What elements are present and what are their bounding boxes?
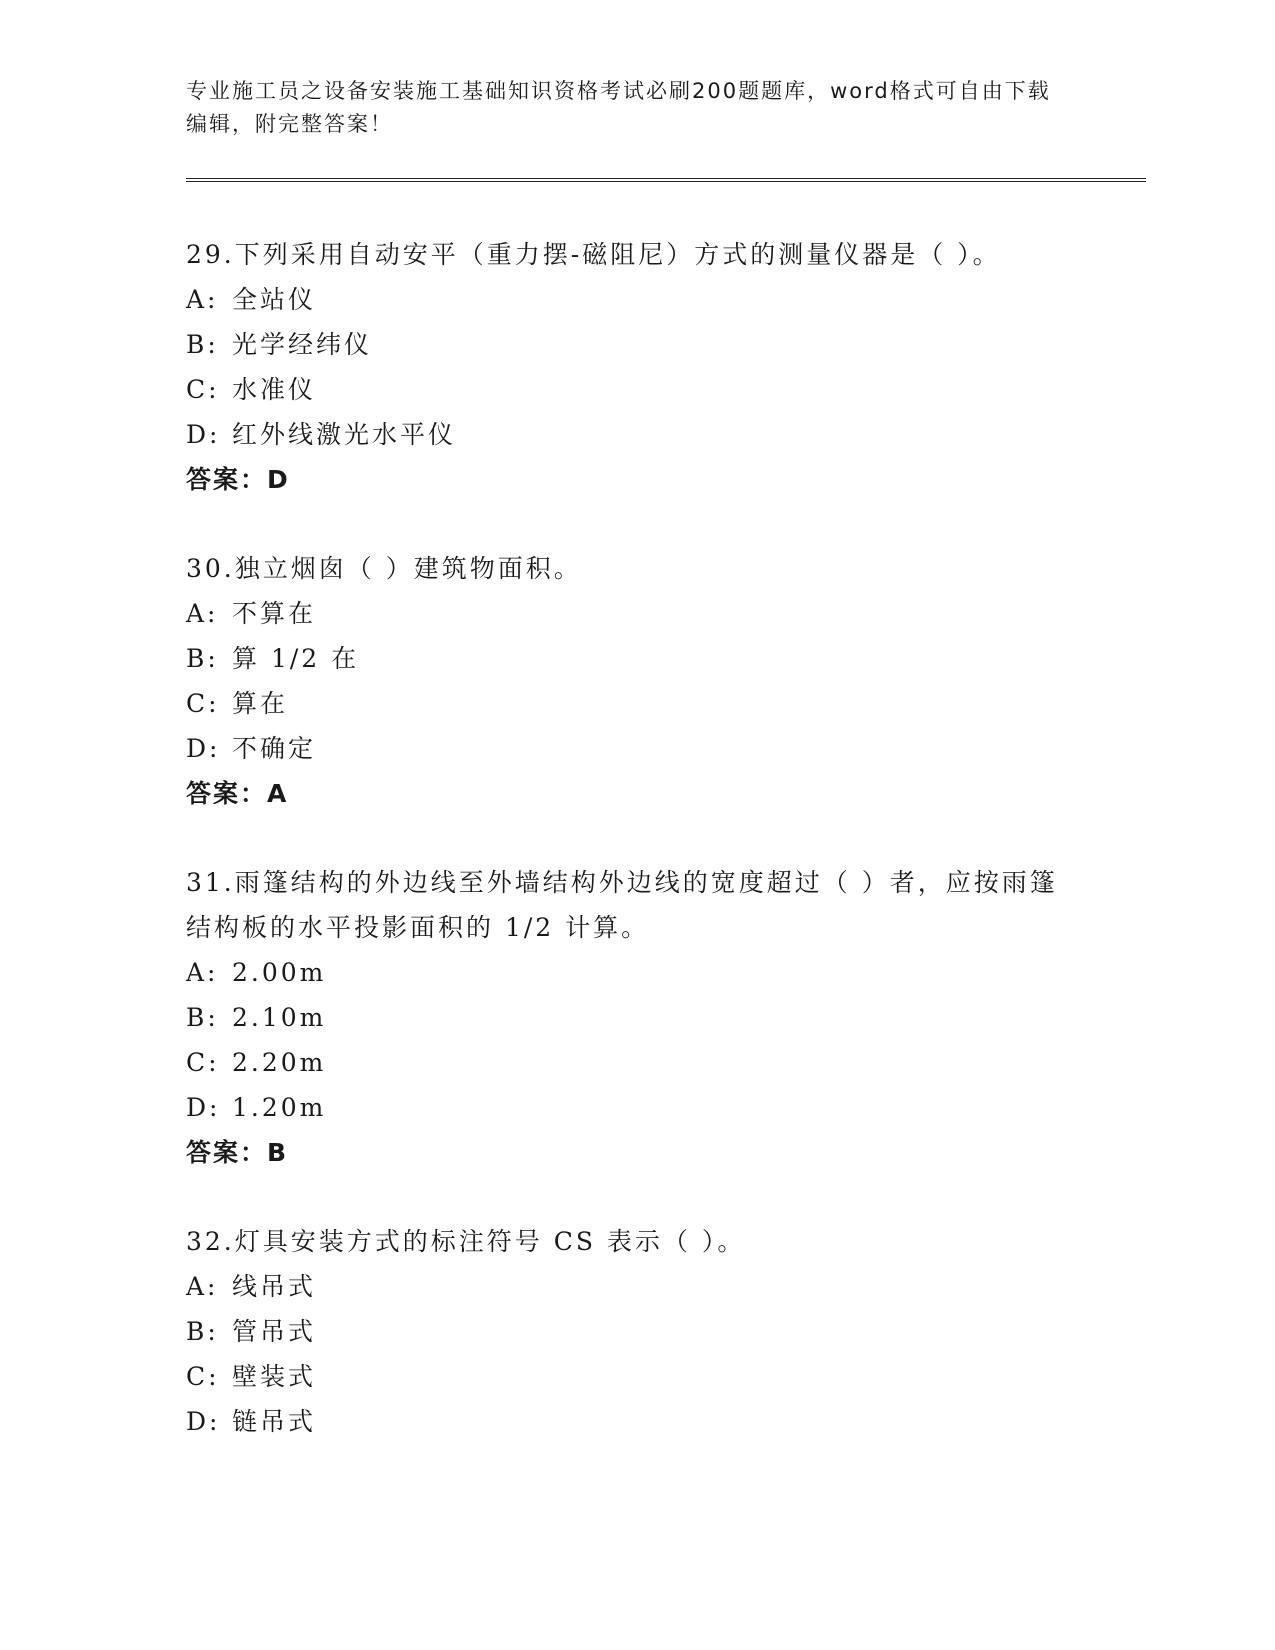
answer-label: 答案：D <box>186 465 290 494</box>
option-text: 2.20m <box>232 1048 327 1077</box>
question-text: 31.雨篷结构的外边线至外墙结构外边线的宽度超过（ ）者，应按雨篷结构板的水平投影面积的 1/2 计算。 <box>186 868 1058 942</box>
option-letter: B: <box>186 1003 219 1032</box>
option-letter: B: <box>186 644 219 673</box>
option-b <box>186 995 1066 1040</box>
option-text: 水准仪 <box>232 375 317 404</box>
answer-label: 答案：A <box>186 779 289 808</box>
option-d <box>186 412 1066 457</box>
option-text: 壁装式 <box>232 1362 317 1391</box>
question-30 <box>186 546 1066 816</box>
option-c <box>186 1354 1066 1399</box>
option-letter: C: <box>186 375 220 404</box>
option-a <box>186 591 1066 636</box>
question-31 <box>186 860 1066 1175</box>
question-text: 30.独立烟囱（ ）建筑物面积。 <box>186 554 582 583</box>
option-c <box>186 681 1066 726</box>
option-b <box>186 322 1066 367</box>
option-d <box>186 1399 1066 1444</box>
option-b <box>186 1309 1066 1354</box>
option-letter: A: <box>186 958 219 987</box>
header-divider <box>186 178 1146 182</box>
option-text: 全站仪 <box>232 285 317 314</box>
option-letter: D: <box>186 420 221 449</box>
option-text: 算在 <box>232 689 289 718</box>
option-letter: A: <box>186 599 219 628</box>
option-letter: C: <box>186 1048 220 1077</box>
option-text: 2.10m <box>232 1003 327 1032</box>
option-d <box>186 726 1066 771</box>
option-letter: D: <box>186 1093 221 1122</box>
option-text: 1.20m <box>232 1093 327 1122</box>
option-text: 2.00m <box>232 958 327 987</box>
option-letter: C: <box>186 1362 220 1391</box>
question-text: 32.灯具安装方式的标注符号 CS 表示（ ）。 <box>186 1227 746 1256</box>
question-32 <box>186 1219 1066 1444</box>
option-text: 不确定 <box>232 734 317 763</box>
option-letter: D: <box>186 1407 221 1436</box>
option-a <box>186 277 1066 322</box>
option-letter: A: <box>186 285 219 314</box>
option-text: 管吊式 <box>232 1317 317 1346</box>
option-c <box>186 1040 1066 1085</box>
answer-label: 答案：B <box>186 1138 289 1167</box>
option-letter: C: <box>186 689 220 718</box>
option-a <box>186 1264 1066 1309</box>
option-c <box>186 367 1066 412</box>
option-text: 线吊式 <box>232 1272 317 1301</box>
option-text: 红外线激光水平仪 <box>232 420 457 449</box>
question-29 <box>186 232 1066 502</box>
option-text: 不算在 <box>232 599 317 628</box>
option-d <box>186 1085 1066 1130</box>
option-letter: B: <box>186 330 219 359</box>
option-text: 光学经纬仪 <box>232 330 373 359</box>
question-list <box>186 232 1066 1488</box>
option-letter: A: <box>186 1272 219 1301</box>
question-text: 29.下列采用自动安平（重力摆-磁阻尼）方式的测量仪器是（ ）。 <box>186 240 1001 269</box>
option-text: 算 1/2 在 <box>232 644 360 673</box>
option-b <box>186 636 1066 681</box>
option-letter: B: <box>186 1317 219 1346</box>
option-a <box>186 950 1066 995</box>
document-header: 专业施工员之设备安装施工基础知识资格考试必刷200题题库，word格式可自由下载编辑，附完整答案！ <box>186 79 1051 136</box>
option-letter: D: <box>186 734 221 763</box>
option-text: 链吊式 <box>232 1407 317 1436</box>
